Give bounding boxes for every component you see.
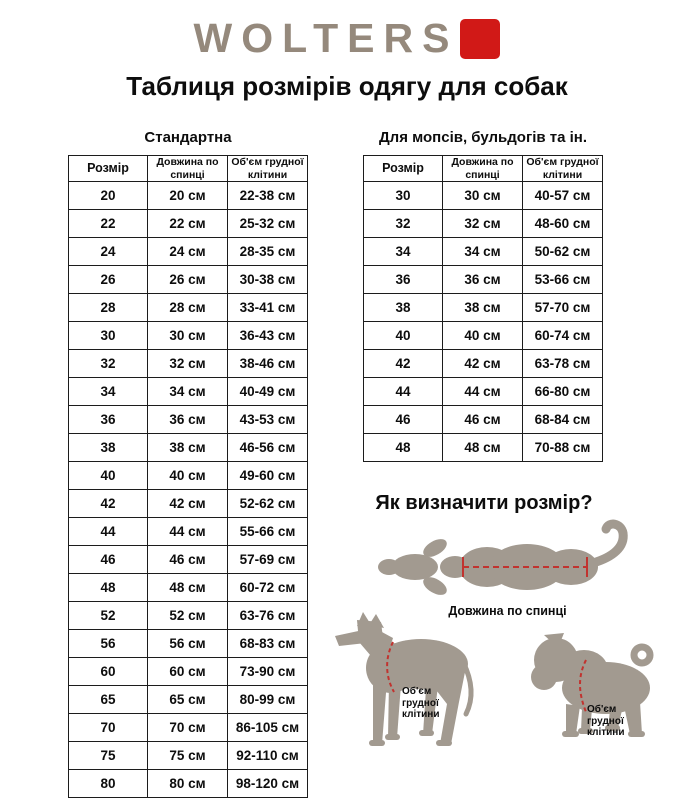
- table-cell: 30-38 см: [228, 266, 308, 294]
- table-cell: 44 см: [443, 378, 523, 406]
- table-cell: 34: [69, 378, 148, 406]
- table-cell: 20: [69, 182, 148, 210]
- table-cell: 38 см: [148, 434, 228, 462]
- table-cell: 48 см: [443, 434, 523, 462]
- table-cell: 22-38 см: [228, 182, 308, 210]
- brand-logo: [0, 15, 694, 61]
- table-row: [364, 322, 603, 350]
- table-cell: 30: [364, 182, 443, 210]
- table-row: [69, 770, 308, 798]
- page-title: Таблиця розмірів одягу для собак: [126, 71, 568, 101]
- table-cell: 65 см: [148, 686, 228, 714]
- table-row: [69, 686, 308, 714]
- table-cell: 24: [69, 238, 148, 266]
- table-cell: 42: [364, 350, 443, 378]
- table-cell: 70: [69, 714, 148, 742]
- table-row: [69, 350, 308, 378]
- size-guide-title: Як визначити розмір?: [375, 492, 593, 514]
- back-length-label: Довжина по спинці: [448, 604, 567, 618]
- pugs-size-table: [363, 155, 603, 462]
- table-cell: 80-99 см: [228, 686, 308, 714]
- table-cell: 34 см: [443, 238, 523, 266]
- table-cell: 28-35 см: [228, 238, 308, 266]
- chest-volume-label: Об'єм грудної клітини: [402, 686, 440, 720]
- table-cell: 36: [69, 406, 148, 434]
- table-cell: 38 см: [443, 294, 523, 322]
- table-cell: 42 см: [148, 490, 228, 518]
- table-cell: 20 см: [148, 182, 228, 210]
- table-row: [69, 742, 308, 770]
- table-cell: 80: [69, 770, 148, 798]
- table-cell: 33-41 см: [228, 294, 308, 322]
- table-row: [364, 238, 603, 266]
- table-cell: 75: [69, 742, 148, 770]
- table-row: [69, 602, 308, 630]
- table-cell: 40 см: [148, 462, 228, 490]
- table-cell: 36 см: [148, 406, 228, 434]
- table-row: [69, 546, 308, 574]
- dog-side-silhouette: [335, 612, 471, 746]
- column-header-back-length: Довжина по спинці: [148, 156, 228, 182]
- table-cell: 28: [69, 294, 148, 322]
- table-cell: 30 см: [443, 182, 523, 210]
- table-cell: 75 см: [148, 742, 228, 770]
- table-row: [364, 210, 603, 238]
- table-cell: 60-72 см: [228, 574, 308, 602]
- table-row: [69, 182, 308, 210]
- table-cell: 73-90 см: [228, 658, 308, 686]
- table-cell: 38-46 см: [228, 350, 308, 378]
- table-row: [364, 294, 603, 322]
- table-cell: 32: [69, 350, 148, 378]
- table-row: [69, 630, 308, 658]
- brand-logo-red-square-icon: [460, 19, 500, 59]
- table-row: [364, 266, 603, 294]
- pugs-table-title: Для мопсів, бульдогів та ін.: [378, 129, 588, 146]
- table-cell: 43-53 см: [228, 406, 308, 434]
- table-cell: 34 см: [148, 378, 228, 406]
- table-row: [69, 658, 308, 686]
- table-cell: 53-66 см: [523, 266, 603, 294]
- table-row: [69, 434, 308, 462]
- table-cell: 57-69 см: [228, 546, 308, 574]
- dog-side-view-illustration: [333, 612, 483, 752]
- table-row: [69, 574, 308, 602]
- table-cell: 36-43 см: [228, 322, 308, 350]
- table-cell: 65: [69, 686, 148, 714]
- column-header-size: Розмір: [69, 156, 148, 182]
- table-row: [69, 322, 308, 350]
- table-cell: 44: [69, 518, 148, 546]
- table-cell: 60 см: [148, 658, 228, 686]
- chest-volume-label: Об'єм грудної клітини: [587, 704, 625, 738]
- table-row: [69, 210, 308, 238]
- table-cell: 36 см: [443, 266, 523, 294]
- table-cell: 52: [69, 602, 148, 630]
- table-row: [69, 406, 308, 434]
- table-cell: 22: [69, 210, 148, 238]
- table-row: [364, 378, 603, 406]
- standard-size-table: [68, 155, 308, 798]
- table-cell: 48: [69, 574, 148, 602]
- table-cell: 48-60 см: [523, 210, 603, 238]
- table-cell: 40 см: [443, 322, 523, 350]
- table-cell: 32 см: [443, 210, 523, 238]
- table-cell: 30 см: [148, 322, 228, 350]
- table-cell: 44: [364, 378, 443, 406]
- table-cell: 46: [364, 406, 443, 434]
- table-cell: 56 см: [148, 630, 228, 658]
- table-cell: 52-62 см: [228, 490, 308, 518]
- table-row: [69, 490, 308, 518]
- table-cell: 26 см: [148, 266, 228, 294]
- table-cell: 28 см: [148, 294, 228, 322]
- column-header-size: Розмір: [364, 156, 443, 182]
- table-cell: 49-60 см: [228, 462, 308, 490]
- table-cell: 46 см: [148, 546, 228, 574]
- table-cell: 22 см: [148, 210, 228, 238]
- table-cell: 32: [364, 210, 443, 238]
- table-row: [364, 350, 603, 378]
- table-cell: 63-78 см: [523, 350, 603, 378]
- column-header-chest: Об'єм грудної клітини: [523, 156, 603, 182]
- table-cell: 46 см: [443, 406, 523, 434]
- table-header-row: [364, 156, 603, 182]
- table-cell: 55-66 см: [228, 518, 308, 546]
- table-cell: 66-80 см: [523, 378, 603, 406]
- table-cell: 60-74 см: [523, 322, 603, 350]
- table-cell: 70-88 см: [523, 434, 603, 462]
- table-cell: 98-120 см: [228, 770, 308, 798]
- table-cell: 26: [69, 266, 148, 294]
- table-cell: 24 см: [148, 238, 228, 266]
- table-cell: 80 см: [148, 770, 228, 798]
- table-cell: 38: [69, 434, 148, 462]
- table-row: [69, 714, 308, 742]
- table-cell: 32 см: [148, 350, 228, 378]
- table-cell: 57-70 см: [523, 294, 603, 322]
- standard-table-title: Стандартна: [144, 129, 232, 146]
- table-cell: 68-84 см: [523, 406, 603, 434]
- table-cell: 40-49 см: [228, 378, 308, 406]
- table-cell: 34: [364, 238, 443, 266]
- table-cell: 52 см: [148, 602, 228, 630]
- table-cell: 42: [69, 490, 148, 518]
- table-cell: 70 см: [148, 714, 228, 742]
- table-cell: 48: [364, 434, 443, 462]
- table-row: [69, 518, 308, 546]
- table-row: [69, 462, 308, 490]
- table-row: [364, 406, 603, 434]
- column-header-chest: Об'єм грудної клітини: [228, 156, 308, 182]
- table-cell: 38: [364, 294, 443, 322]
- table-cell: 60: [69, 658, 148, 686]
- table-cell: 50-62 см: [523, 238, 603, 266]
- dog-top-view-illustration: [375, 515, 640, 603]
- table-cell: 40: [69, 462, 148, 490]
- table-cell: 46-56 см: [228, 434, 308, 462]
- table-cell: 86-105 см: [228, 714, 308, 742]
- table-cell: 40: [364, 322, 443, 350]
- table-cell: 25-32 см: [228, 210, 308, 238]
- table-cell: 68-83 см: [228, 630, 308, 658]
- table-row: [69, 238, 308, 266]
- table-header-row: [69, 156, 308, 182]
- table-cell: 63-76 см: [228, 602, 308, 630]
- table-cell: 44 см: [148, 518, 228, 546]
- table-row: [69, 266, 308, 294]
- table-cell: 42 см: [443, 350, 523, 378]
- table-cell: 36: [364, 266, 443, 294]
- table-cell: 46: [69, 546, 148, 574]
- table-cell: 40-57 см: [523, 182, 603, 210]
- table-row: [364, 182, 603, 210]
- column-header-back-length: Довжина по спинці: [443, 156, 523, 182]
- table-row: [69, 378, 308, 406]
- table-row: [69, 294, 308, 322]
- table-cell: 30: [69, 322, 148, 350]
- table-cell: 92-110 см: [228, 742, 308, 770]
- table-cell: 48 см: [148, 574, 228, 602]
- brand-logo-text: WOLTERS: [193, 15, 459, 61]
- table-row: [364, 434, 603, 462]
- table-cell: 56: [69, 630, 148, 658]
